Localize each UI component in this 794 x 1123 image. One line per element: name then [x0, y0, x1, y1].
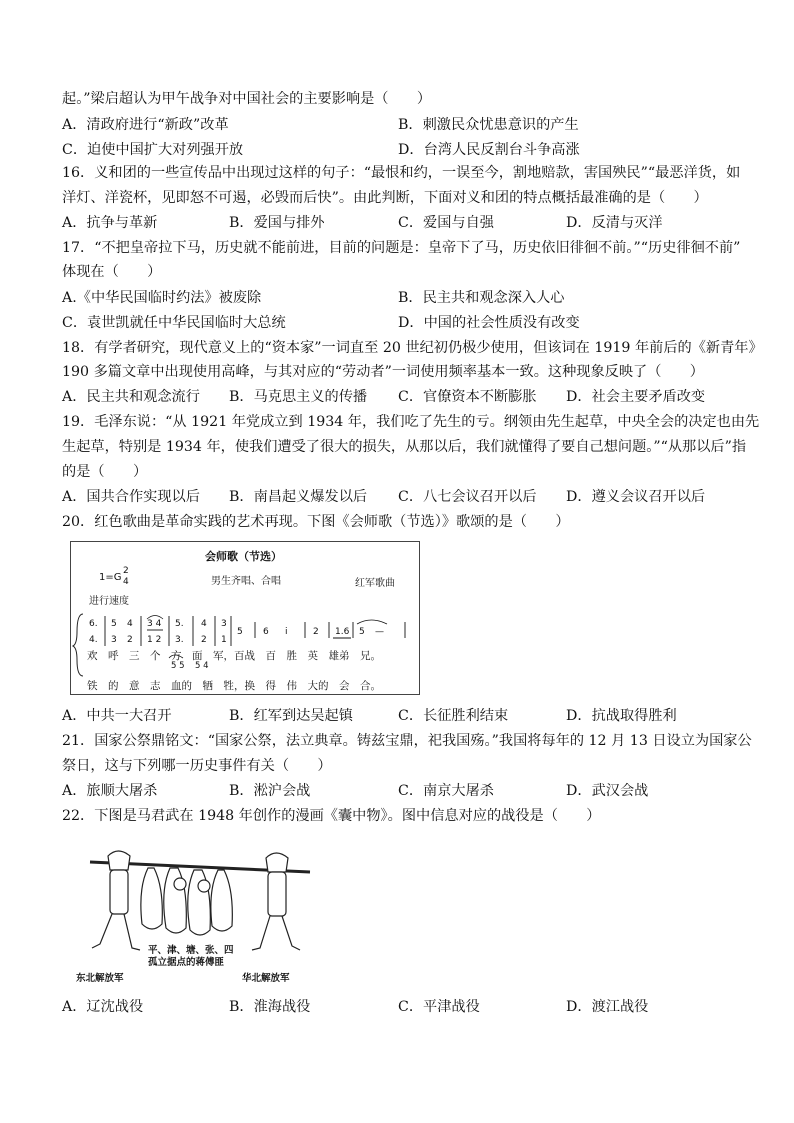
q22-option-d[interactable]: D．渡江战役 [566, 999, 649, 1015]
score-title: 会师歌（节选） [205, 550, 282, 563]
q22-option-b[interactable]: B．淮海战役 [229, 999, 311, 1015]
svg-text:—: — [375, 627, 384, 637]
svg-text:5: 5 [111, 619, 117, 629]
q18-stem-2: 190 多篇文章中出现使用高峰，与其对应的“劳动者”一词使用频率基本一致。这种现象反映了（ ） [62, 364, 704, 380]
q21-stem-2: 祭日，这与下列哪一历史事件有关（ ） [62, 758, 332, 774]
svg-text:5 5: 5 5 [171, 661, 185, 671]
q17-stem-1: 17．“不把皇帝拉下马，历史就不能前进，目前的问题是：皇帝下了马，历史依旧徘徊不前。”“历史徘徊不前” [62, 240, 741, 256]
svg-text:4: 4 [127, 619, 133, 629]
score-meter-top: 2 [123, 566, 129, 576]
q20-option-b[interactable]: B．红军到达吴起镇 [229, 708, 353, 724]
svg-text:2: 2 [127, 635, 133, 645]
song-score-figure [70, 541, 420, 695]
q16-stem-2: 洋灯、洋瓷杯，见即怒不可遏，必毁而后快”。由此判断，下面对义和团的特点概括最准确的是（ ） [62, 190, 708, 206]
q15-option-b[interactable]: B．刺激民众忧患意识的产生 [398, 117, 579, 133]
q17-option-b[interactable]: B．民主共和观念深入人心 [398, 290, 565, 306]
score-key: 1=G [99, 572, 122, 583]
q16-option-d[interactable]: D．反清与灭洋 [566, 215, 663, 231]
q22-option-a[interactable]: A．辽沈战役 [62, 999, 144, 1015]
svg-text:3 4: 3 4 [147, 619, 162, 629]
svg-text:2: 2 [201, 635, 207, 645]
q18-stem-1: 18．有学者研究，现代意义上的“资本家”一词直至 20 世纪初仍极少使用，但该词在 1919 年前后的《新青年》 [62, 340, 763, 356]
q20-stem: 20．红色歌曲是革命实践的艺术再现。下图《会师歌（节选）》歌颂的是（ ） [62, 514, 570, 530]
q22-option-c[interactable]: C．平津战役 [398, 999, 480, 1015]
q18-option-a[interactable]: A．民主共和观念流行 [62, 389, 200, 405]
svg-text:5.: 5. [175, 619, 184, 629]
q16-stem-1: 16．义和团的一些宣传品中出现过这样的句子：“最恨和约，一误至今，割地赔款，害国殃民”“最恶洋货，如 [62, 165, 741, 181]
q16-option-c[interactable]: C．爱国与自强 [398, 215, 494, 231]
q19-stem-1: 19．毛泽东说：“从 1921 年党成立到 1934 年，我们吃了先生的亏。纲领由先生起草，中央全会的决定也由先 [62, 414, 760, 430]
q17-option-c[interactable]: C．袁世凯就任中华民国临时大总统 [62, 315, 286, 331]
q19-option-d[interactable]: D．遵义会议召开以后 [566, 489, 706, 505]
svg-text:1.6: 1.6 [335, 627, 350, 637]
svg-text:5: 5 [359, 627, 365, 637]
q15-option-c[interactable]: C．迫使中国扩大对列强开放 [62, 142, 244, 158]
score-meter-bottom: 4 [123, 577, 129, 587]
q19-option-a[interactable]: A．国共合作实现以后 [62, 489, 200, 505]
cartoon-bag-note-1: 平、津、塘、张、四 [148, 945, 234, 956]
q16-option-a[interactable]: A．抗争与革新 [62, 215, 158, 231]
score-lyrics-line-2: 铁 的 意 志 血的 牺 牲，换 得 伟 大的 会 合。 [87, 680, 381, 692]
q20-option-d[interactable]: D．抗战取得胜利 [566, 708, 677, 724]
svg-text:1 2: 1 2 [147, 635, 162, 645]
svg-text:3.: 3. [175, 635, 184, 645]
cartoon-label-right: 华北解放军 [242, 973, 290, 984]
q17-stem-2: 体现在（ ） [62, 264, 162, 280]
cartoon-label-left: 东北解放军 [76, 973, 124, 984]
cartoon-figure [70, 838, 320, 986]
q17-option-d[interactable]: D．中国的社会性质没有改变 [398, 315, 580, 331]
q21-option-b[interactable]: B．淞沪会战 [229, 783, 311, 799]
svg-text:4: 4 [201, 619, 207, 629]
svg-text:5 4: 5 4 [195, 661, 209, 671]
svg-text:i: i [285, 627, 288, 637]
q19-stem-3: 的是（ ） [62, 464, 148, 480]
q21-stem-1: 21．国家公祭鼎铭文：“国家公祭，法立典章。铸兹宝鼎，祀我国殇。”我国将每年的 12 月 13 日设立为国家公 [62, 733, 752, 749]
svg-text:6: 6 [263, 627, 269, 637]
svg-text:1: 1 [221, 635, 227, 645]
score-source: 红军歌曲 [355, 578, 395, 589]
q19-stem-2: 生起草，特别是 1934 年，使我们遭受了很大的损失，从那以后，我们就懂得了要自己想问题。”“从那以后”指 [62, 439, 747, 455]
cartoon-bag-note-2: 孤立据点的蒋傅匪 [148, 957, 225, 968]
score-lyrics-line-1: 欢 呼 三 个 方 面 军，百战 百 胜 英 雄弟 兄。 [87, 650, 381, 662]
q20-option-c[interactable]: C．长征胜利结束 [398, 708, 509, 724]
q21-option-d[interactable]: D．武汉会战 [566, 783, 649, 799]
svg-text:5: 5 [237, 627, 243, 637]
score-voices: 男生齐唱、合唱 [211, 576, 281, 587]
q18-option-d[interactable]: D．社会主要矛盾改变 [566, 389, 706, 405]
q20-option-a[interactable]: A．中共一大召开 [62, 708, 172, 724]
svg-text:2: 2 [313, 627, 319, 637]
q18-option-c[interactable]: C．官僚资本不断膨胀 [398, 389, 537, 405]
q15-option-d[interactable]: D．台湾人民反割台斗争高涨 [398, 142, 580, 158]
q18-option-b[interactable]: B．马克思主义的传播 [229, 389, 368, 405]
q19-option-c[interactable]: C．八七会议召开以后 [398, 489, 537, 505]
svg-text:4.: 4. [89, 635, 98, 645]
q16-option-b[interactable]: B．爱国与排外 [229, 215, 325, 231]
q22-stem: 22．下图是马君武在 1948 年创作的漫画《囊中物》。图中信息对应的战役是（ ） [62, 808, 601, 824]
q21-option-c[interactable]: C．南京大屠杀 [398, 783, 494, 799]
q15-stem-tail: 起。”梁启超认为甲午战争对中国社会的主要影响是（ ） [62, 91, 432, 107]
svg-text:3: 3 [221, 619, 227, 629]
svg-text:6.: 6. [89, 619, 98, 629]
score-notation [71, 542, 419, 694]
q15-option-a[interactable]: A．清政府进行“新政”改革 [62, 117, 229, 133]
svg-text:3: 3 [111, 635, 117, 645]
q21-option-a[interactable]: A．旅顺大屠杀 [62, 783, 158, 799]
score-tempo: 进行速度 [89, 596, 129, 607]
q17-option-a[interactable]: A.《中华民国临时约法》被废除 [62, 290, 262, 306]
q19-option-b[interactable]: B．南昌起义爆发以后 [229, 489, 368, 505]
